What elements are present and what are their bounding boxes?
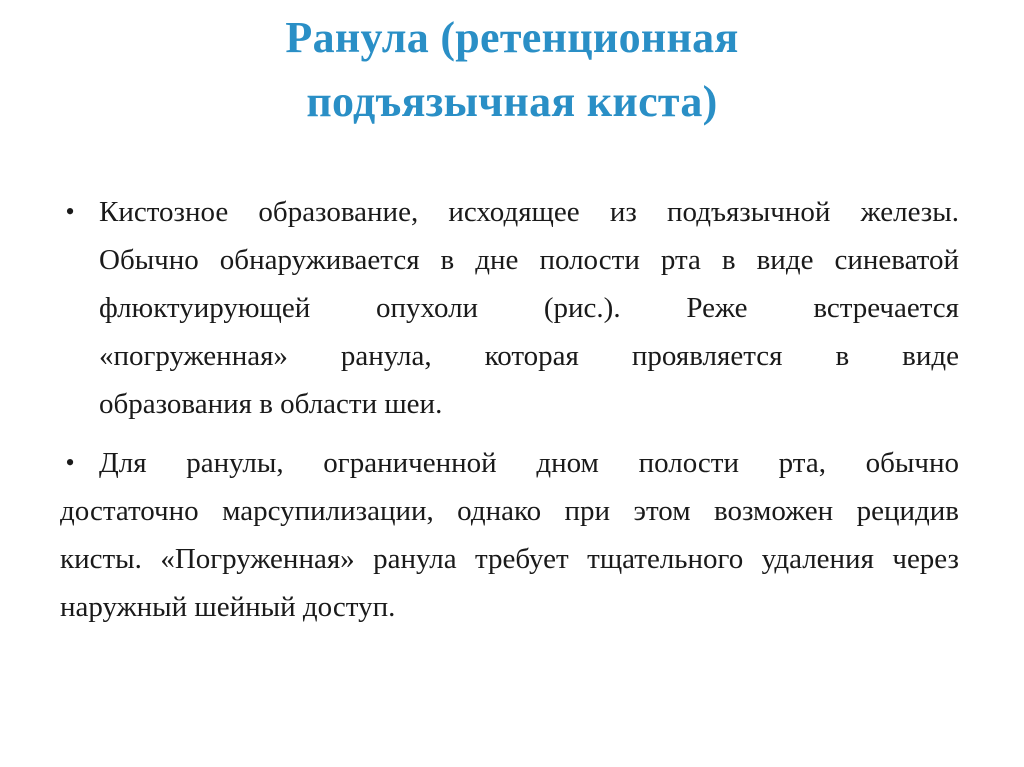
slide-title xyxy=(160,6,864,134)
bullet-2-line-3: кисты. «Погруженная» ранула требует тщательного удаления через xyxy=(60,543,959,575)
bullet-1-line-4: «погруженная» ранула, которая проявляется в виде xyxy=(99,340,959,372)
bullet-2-line-1: Для ранулы, ограниченной дном полости рта, обычно xyxy=(99,447,959,479)
title-line-1: Ранула (ретенционная xyxy=(285,13,739,62)
bullet-1-line-1: Кистозное образование, исходящее из подъязычной железы. xyxy=(99,196,959,228)
bullet-2-line-4: наружный шейный доступ. xyxy=(60,591,396,623)
bullet-1-line-3: флюктуирующей опухоли (рис.). Реже встречается xyxy=(99,292,959,324)
title-line-2: подъязычная киста) xyxy=(306,77,718,126)
bullet-1-line-2: Обычно обнаруживается в дне полости рта в виде синеватой xyxy=(99,244,959,276)
bullet-1-line-5: образования в области шеи. xyxy=(99,388,443,420)
bullet-marker-2: • xyxy=(65,448,75,477)
bullet-marker-1: • xyxy=(65,197,75,226)
bullet-2-line-2: достаточно марсупилизации, однако при этом возможен рецидив xyxy=(60,495,959,527)
